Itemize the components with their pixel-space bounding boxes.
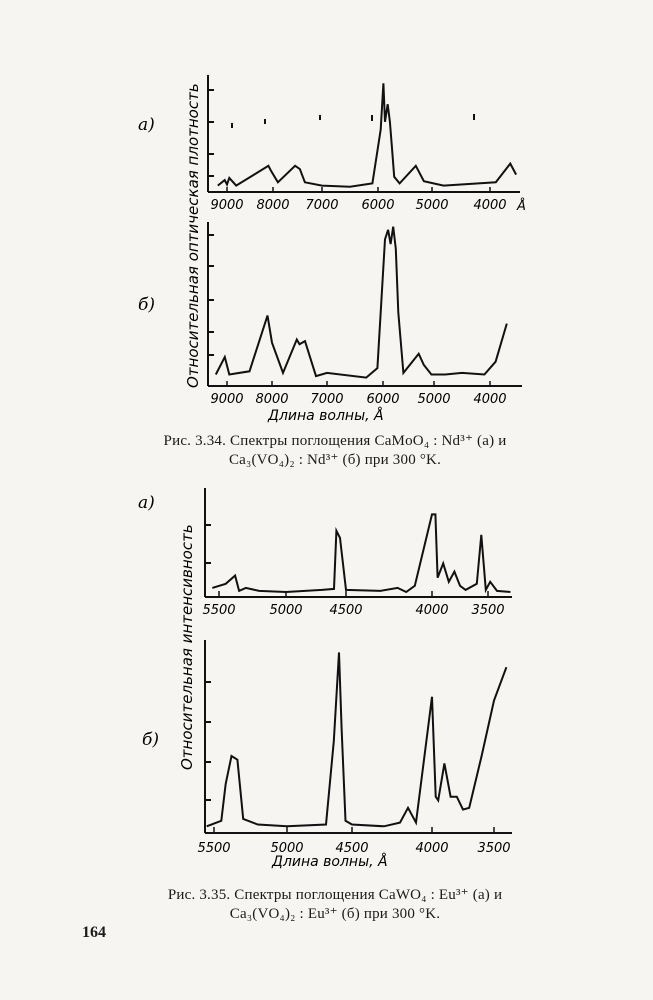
fig334b-x-tick-label: 4000 xyxy=(473,392,507,407)
fig335-caption-line2: Ca₃(VO₄)₂ : Eu³⁺ (б) при 300 °K. xyxy=(229,906,441,922)
fig335b-x-tick-label: 3500 xyxy=(477,841,511,856)
fig334-panel-b-label: б) xyxy=(138,295,156,315)
fig335b-spectrum-line xyxy=(207,652,507,826)
fig334b-x-tick-label: 8000 xyxy=(255,392,289,407)
fig335-caption xyxy=(120,886,550,924)
fig335-panel-b-label: б) xyxy=(142,730,160,750)
fig335-panel-a-label: а) xyxy=(138,493,155,513)
fig334b-xlabel: Длина волны, Å xyxy=(268,408,384,424)
fig335a-spectrum-line xyxy=(212,514,510,592)
fig334-panel-a-label: а) xyxy=(138,115,155,135)
fig334b-x-tick-label: 6000 xyxy=(366,392,400,407)
fig334a-x-tick-label: 9000 xyxy=(210,198,244,213)
fig334b-x-tick-label: 7000 xyxy=(310,392,344,407)
fig334a-x-tick-label: 4000 xyxy=(473,198,507,213)
fig334a-x-ticks xyxy=(210,187,506,213)
fig334a-x-tick-label: 6000 xyxy=(361,198,395,213)
fig335b-x-tick-label: 5500 xyxy=(197,841,231,856)
fig334-caption xyxy=(120,432,550,470)
fig334b-x-tick-label: 9000 xyxy=(210,392,244,407)
fig335a-x-tick-label: 5000 xyxy=(269,603,303,618)
fig334a-x-tick-label: 8000 xyxy=(256,198,290,213)
fig335b-x-tick-label: 4500 xyxy=(335,841,369,856)
fig335a-x-tick-label: 4500 xyxy=(329,603,363,618)
fig334b-x-ticks xyxy=(210,381,506,407)
fig335-ylabel: Относительная интенсивность xyxy=(178,524,196,770)
fig335a-x-ticks xyxy=(202,591,504,618)
fig335b-xlabel: Длина волны, Å xyxy=(272,854,388,870)
fig335a-x-tick-label: 4000 xyxy=(415,603,449,618)
fig334-caption-line1: Рис. 3.34. Спектры поглощения CaMoO₄ : Nd³⁺ (а) и xyxy=(163,433,507,449)
figure-3-34 xyxy=(138,75,526,424)
fig334b-x-tick-label: 5000 xyxy=(417,392,451,407)
fig335a-x-tick-label: 3500 xyxy=(471,603,505,618)
fig335b-x-tick-label: 5000 xyxy=(270,841,304,856)
fig335b-x-tick-label: 4000 xyxy=(415,841,449,856)
fig335-caption-line1: Рис. 3.35. Спектры поглощения CaWO₄ : Eu³⁺ (а) и xyxy=(167,887,503,903)
fig335b-x-ticks xyxy=(197,827,510,856)
fig334a-x-tick-label: 5000 xyxy=(415,198,449,213)
fig334a-vertical-marks xyxy=(232,114,474,128)
fig334a-spectrum-line xyxy=(218,83,516,186)
fig335a-x-tick-label: 5500 xyxy=(202,603,236,618)
fig334-ylabel: Относительная оптическая плотность xyxy=(184,83,202,388)
fig334-caption-line2: Ca₃(VO₄)₂ : Nd³⁺ (б) при 300 °K. xyxy=(228,452,442,468)
fig334a-unit: Å xyxy=(517,199,526,214)
fig334a-x-tick-label: 7000 xyxy=(305,198,339,213)
fig334b-spectrum-line xyxy=(216,227,507,378)
figure-3-35 xyxy=(138,488,512,870)
page-number: 164 xyxy=(82,924,106,941)
